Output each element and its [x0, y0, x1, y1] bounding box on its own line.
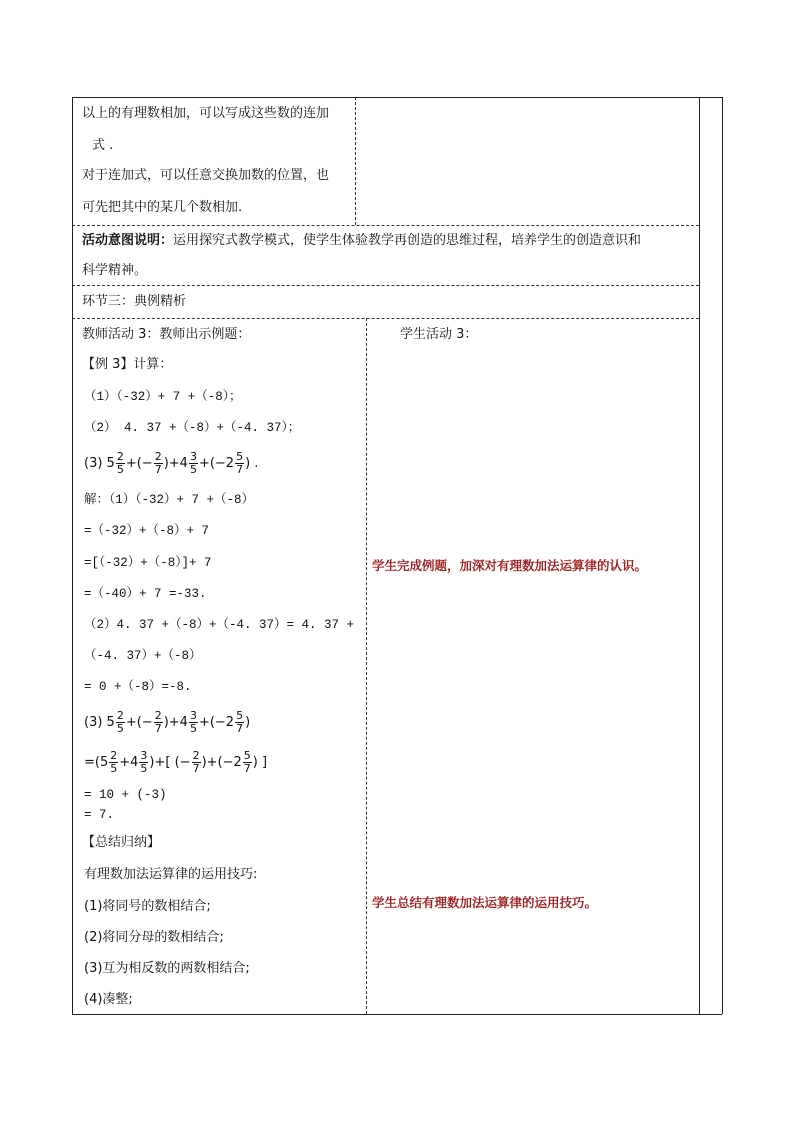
top-row-line-4: 可先把其中的某几个数相加.	[82, 200, 243, 215]
solution-2-line-3: = 0 +（-8）=-8.	[84, 680, 192, 694]
intent-text-1: 运用探究式教学模式，使学生体验教学再创造的思维过程，培养学生的创造意识和	[173, 233, 642, 248]
solution-3-line-2: = (5 $\frac{2}{5}$ +4 $\frac{3}{5}$ )+[ (− $\frac{2}{7}$ )+(−2 $\frac{5}{7}$ ) ]	[84, 748, 268, 775]
fraction: $\frac{2}{5}$	[116, 449, 124, 476]
solution-1-line-2: =[（-32）+（-8）]+ 7	[84, 556, 212, 570]
solution-3-line-1: (3) 5 $\frac{2}{5}$ +(− $\frac{2}{7}$ )+4 $\frac{3}{5}$ +(−2 $\frac{5}{7}$ )	[84, 708, 251, 735]
student-header: 学生活动 3：	[400, 327, 478, 342]
summary-item: (4)凑整;	[84, 992, 133, 1007]
question-3-prefix: (3)	[84, 455, 103, 471]
fraction: $\frac{5}{7}$	[243, 748, 251, 775]
solution-1-line-1: =（-32）+（-8）+ 7	[84, 524, 210, 538]
solution-3-prefix: (3)	[84, 714, 103, 730]
table-bottom-border	[72, 1014, 722, 1015]
col-divider-top	[355, 97, 356, 225]
solution-1-line-3: =（-40）+ 7 =-33.	[84, 587, 207, 601]
top-row-line-2: 式 .	[92, 138, 114, 153]
table-top-border	[72, 97, 722, 98]
row-divider-1	[72, 225, 699, 226]
intent-line-1	[82, 233, 641, 249]
summary-title: 【总结归纳】	[82, 835, 161, 850]
table-inner-right-border	[699, 97, 700, 1014]
intent-line-2: 科学精神。	[82, 263, 148, 278]
student-note-2: 学生总结有理数加法运算律的运用技巧。	[372, 895, 598, 910]
row-divider-2	[72, 285, 699, 286]
solution-2-line-1: （2）4. 37 +（-8）+（-4. 37）= 4. 37 +	[84, 618, 355, 632]
top-row-line-3: 对于连加式，可以任意交换加数的位置，也	[82, 168, 330, 183]
fraction: $\frac{2}{5}$	[110, 748, 118, 775]
col-divider-main	[366, 318, 367, 1014]
summary-item: (2)将同分母的数相结合;	[84, 930, 224, 945]
fraction: $\frac{5}{7}$	[236, 449, 244, 476]
solution-3-eq: =	[84, 754, 95, 770]
summary-item: (3)互为相反数的两数相结合;	[84, 961, 250, 976]
question-2: （2） 4. 37 +（-8）+（-4. 37）；	[84, 421, 301, 435]
solution-3-line-4: = 7.	[84, 808, 115, 822]
solution-head: 解：（1）（-32）+ 7 +（-8）	[84, 493, 255, 507]
section-title: 环节三：典例精析	[82, 294, 187, 309]
fraction: $\frac{3}{5}$	[140, 748, 148, 775]
fraction: $\frac{3}{5}$	[189, 449, 197, 476]
teacher-header: 教师活动 3：教师出示例题：	[82, 327, 251, 342]
solution-3-line-3: = 10 + (-3)	[84, 788, 167, 802]
student-note-1: 学生完成例题，加深对有理数加法运算律的认识。	[372, 558, 648, 573]
table-right-border	[722, 97, 723, 1014]
example-title: 【例 3】计算：	[82, 357, 173, 372]
table-left-border	[72, 97, 73, 1014]
fraction: $\frac{2}{7}$	[154, 708, 162, 735]
fraction: $\frac{2}{7}$	[154, 449, 162, 476]
row-divider-3	[72, 318, 699, 319]
fraction: $\frac{5}{7}$	[236, 708, 244, 735]
question-3: (3) 5 $\frac{2}{5}$ +(− $\frac{2}{7}$ )+4 $\frac{3}{5}$ +(−2 $\frac{5}{7}$ ) .	[84, 449, 259, 476]
summary-lead: 有理数加法运算律的运用技巧:	[84, 867, 258, 882]
intent-label: 活动意图说明：	[82, 233, 174, 248]
question-1: （1）（-32）+ 7 +（-8）；	[84, 390, 242, 404]
fraction: $\frac{3}{5}$	[189, 708, 197, 735]
top-row-line-1: 以上的有理数相加，可以写成这些数的连加	[82, 106, 330, 121]
fraction: $\frac{2}{7}$	[192, 748, 200, 775]
solution-2-line-2: （-4. 37）+（-8）	[84, 649, 202, 663]
summary-item: (1)将同号的数相结合;	[84, 899, 211, 914]
fraction: $\frac{2}{5}$	[116, 708, 124, 735]
